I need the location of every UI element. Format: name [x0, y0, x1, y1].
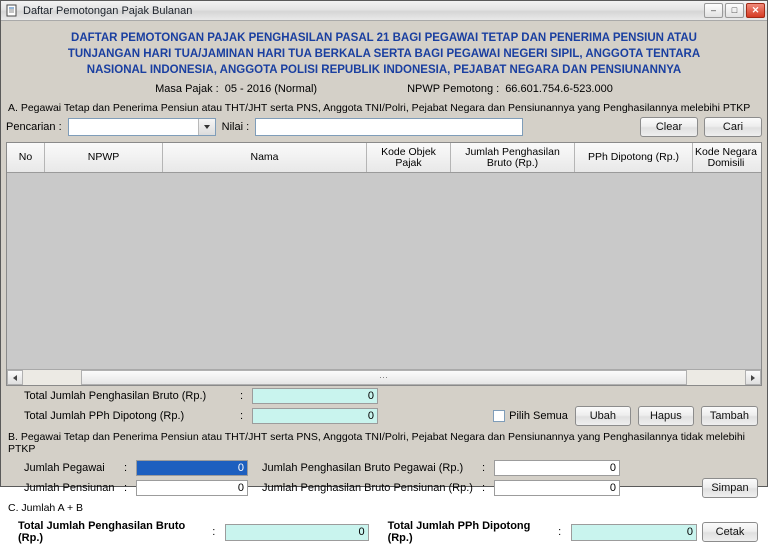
- pilih-semua-checkbox[interactable]: [493, 410, 505, 422]
- jumlah-pegawai-label: Jumlah Pegawai: [24, 462, 105, 474]
- jumlah-pensiunan-colon: :: [124, 482, 128, 494]
- total-bruto-label: Total Jumlah Penghasilan Bruto (Rp.): [24, 390, 207, 402]
- bruto-pensiunan-label: Jumlah Penghasilan Bruto Pensiunan (Rp.): [262, 482, 473, 494]
- section-b-label: B. Pegawai Tetap dan Penerima Pensiun atau THT/JHT serta PNS, Anggota TNI/Polri, Pejabat Negara dan Pensiunannya yang Penghasilannya tidak melebihi PTKP: [8, 431, 746, 455]
- window-content: [1, 21, 767, 544]
- total-c-bruto-value: 0: [225, 524, 369, 541]
- report-header: [6, 25, 762, 101]
- title-bar: [1, 1, 767, 21]
- total-bruto-value: 0: [252, 388, 378, 404]
- tambah-button[interactable]: Tambah: [701, 406, 758, 426]
- cari-button[interactable]: Cari: [704, 117, 762, 137]
- ubah-button[interactable]: Ubah: [575, 406, 631, 426]
- total-c-pph-label: Total Jumlah PPh Dipotong (Rp.): [387, 520, 531, 544]
- grid-horizontal-scrollbar[interactable]: [7, 369, 761, 385]
- report-title-line-3: NASIONAL INDONESIA, ANGGOTA POLISI REPUBLIK INDONESIA, PEJABAT NEGARA DAN PENSIUNANNYA: [86, 64, 682, 76]
- total-c-bruto-colon: :: [212, 526, 216, 538]
- npwp-pemotong-label: NPWP Pemotong :: [407, 83, 500, 95]
- section-a-label: A. Pegawai Tetap dan Penerima Pensiun atau THT/JHT serta PNS, Anggota TNI/Polri, Pejabat Negara dan Pensiunannya yang Penghasilannya melebihi PTKP: [8, 102, 751, 114]
- jumlah-pegawai-input[interactable]: 0: [136, 460, 248, 476]
- column-header-pph-dipotong[interactable]: PPh Dipotong (Rp.): [575, 143, 693, 172]
- pencarian-dropdown[interactable]: [68, 118, 216, 136]
- grid-body-empty: [7, 173, 761, 369]
- bruto-pensiunan-colon: :: [482, 482, 486, 494]
- column-header-no[interactable]: No: [7, 143, 45, 172]
- jumlah-pegawai-colon: :: [124, 462, 128, 474]
- clear-button[interactable]: Clear: [640, 117, 698, 137]
- maximize-button[interactable]: □: [725, 3, 744, 18]
- column-header-kode-negara-domisili[interactable]: Kode Negara Domisili: [695, 145, 757, 169]
- report-title-line-1: DAFTAR PEMOTONGAN PAJAK PENGHASILAN PASAL 21 BAGI PEGAWAI TETAP DAN PENERIMA PENSIUN ATAU: [71, 32, 697, 44]
- jumlah-pensiunan-label: Jumlah Pensiunan: [24, 482, 115, 494]
- bruto-pegawai-colon: :: [482, 462, 486, 474]
- scroll-left-icon[interactable]: [7, 370, 23, 385]
- masa-pajak-label: Masa Pajak :: [155, 83, 219, 95]
- close-button[interactable]: ✕: [746, 3, 765, 18]
- bruto-pensiunan-input[interactable]: 0: [494, 480, 620, 496]
- hapus-button[interactable]: Hapus: [638, 406, 694, 426]
- column-header-nama[interactable]: Nama: [163, 143, 367, 172]
- cetak-button[interactable]: Cetak: [702, 522, 758, 542]
- total-c-pph-colon: :: [558, 526, 562, 538]
- simpan-button[interactable]: Simpan: [702, 478, 758, 498]
- total-c-pph-value: 0: [571, 524, 697, 541]
- npwp-pemotong-group: [407, 83, 613, 95]
- section-c-label: C. Jumlah A + B: [8, 502, 83, 514]
- search-toolbar: [6, 117, 762, 142]
- total-c-bruto-label: Total Jumlah Penghasilan Bruto (Rp.): [18, 520, 186, 544]
- window-controls: [704, 3, 765, 18]
- scroll-right-icon[interactable]: [745, 370, 761, 385]
- column-header-npwp[interactable]: NPWP: [45, 143, 163, 172]
- bruto-pegawai-input[interactable]: 0: [494, 460, 620, 476]
- npwp-pemotong-value: 66.601.754.6-523.000: [505, 83, 613, 95]
- chevron-down-icon: [198, 119, 215, 135]
- minimize-button[interactable]: –: [704, 3, 723, 18]
- total-bruto-row: [6, 386, 762, 404]
- masa-pajak-value: 05 - 2016 (Normal): [224, 83, 318, 95]
- section-c-totals-row: [6, 517, 762, 544]
- jumlah-pensiunan-input[interactable]: 0: [136, 480, 248, 496]
- nilai-input[interactable]: [255, 118, 523, 136]
- scrollbar-track[interactable]: [23, 370, 745, 385]
- jumlah-pensiunan-row: [6, 476, 762, 498]
- employee-data-grid[interactable]: [6, 142, 762, 386]
- report-title-line-2: TUNJANGAN HARI TUA/JAMINAN HARI TUA BERKALA SERTA BAGI PEGAWAI NEGERI SIPIL, ANGGOTA TENTARA: [67, 48, 701, 60]
- masa-pajak-group: [155, 83, 317, 95]
- simpan-button-holder: [702, 478, 762, 498]
- form-document-icon: [5, 4, 19, 18]
- total-pph-colon: :: [240, 410, 244, 422]
- total-bruto-colon: :: [240, 390, 244, 402]
- column-header-kode-objek-pajak[interactable]: Kode Objek Pajak: [367, 143, 451, 172]
- bruto-pegawai-label: Jumlah Penghasilan Bruto Pegawai (Rp.): [262, 462, 464, 474]
- total-pph-value: 0: [252, 408, 378, 424]
- report-meta: [6, 79, 762, 101]
- cetak-button-holder: [702, 522, 762, 542]
- window-title: Daftar Pemotongan Pajak Bulanan: [23, 4, 193, 17]
- pilih-semua-label: Pilih Semua: [509, 410, 568, 422]
- jumlah-pegawai-row: [6, 458, 762, 476]
- nilai-label: Nilai :: [221, 121, 250, 133]
- scrollbar-thumb[interactable]: ⋯: [81, 370, 687, 385]
- pencarian-label: Pencarian :: [6, 121, 62, 133]
- pilih-semua-checkbox-group[interactable]: [493, 410, 568, 422]
- total-pph-row: [6, 404, 762, 426]
- grid-action-buttons: [493, 406, 762, 426]
- total-pph-label: Total Jumlah PPh Dipotong (Rp.): [24, 410, 185, 422]
- grid-header-row: [7, 143, 761, 173]
- column-header-jumlah-penghasilan-bruto[interactable]: Jumlah Penghasilan Bruto (Rp.): [451, 143, 575, 172]
